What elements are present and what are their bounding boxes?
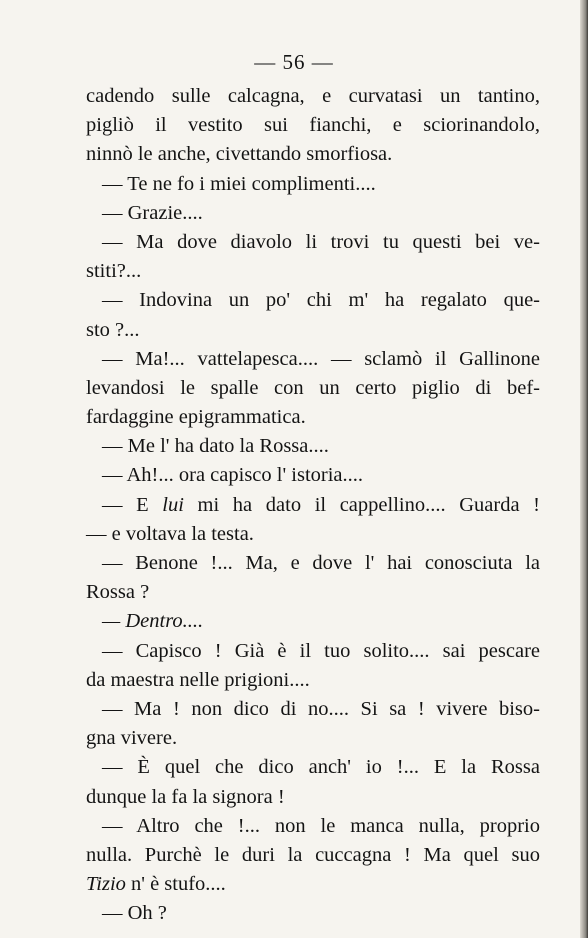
page-edge-shadow (580, 0, 588, 938)
dialogue-line: — Ma dove diavolo li trovi tu questi bei ve- (102, 230, 540, 253)
text-line: ninnò le anche, civettando smorfiosa. (86, 143, 393, 166)
italic-word: Tizio (86, 873, 126, 896)
text-line: da maestra nelle prigioni.... (86, 668, 310, 691)
text-segment: mi ha dato il cappellino.... Guarda ! (183, 493, 540, 516)
text-segment: — E (102, 493, 163, 516)
text-line: pigliò il vestito sui fianchi, e sciorinandolo, (86, 114, 540, 137)
dialogue-line: — Ma ! non dico di no.... Si sa ! vivere biso- (102, 697, 540, 720)
italic-word: — Dentro.... (102, 610, 204, 633)
dialogue-line (86, 607, 540, 636)
text-line: — e voltava la testa. (86, 522, 254, 545)
text-line (86, 870, 540, 899)
dialogue-line: — Oh ? (102, 902, 167, 925)
dialogue-line (86, 491, 540, 520)
text-line: levandosi le spalle con un certo piglio di bef- (86, 376, 540, 399)
text-line: stiti?... (86, 260, 142, 283)
text-line: Rossa ? (86, 581, 150, 604)
dialogue-line: — È quel che dico anch' io !... E la Rossa (102, 756, 540, 779)
text-line: fardaggine epigrammatica. (86, 406, 306, 429)
text-segment: n' è stufo.... (125, 873, 226, 896)
dialogue-line: — Capisco ! Già è il tuo solito.... sai pescare (102, 639, 540, 662)
dialogue-line: — Altro che !... non le manca nulla, proprio (102, 814, 540, 837)
dialogue-line: — Benone !... Ma, e dove l' hai conosciuta la (102, 552, 540, 574)
italic-word: lui (162, 493, 184, 516)
page-body-text (86, 82, 540, 928)
text-line: dunque la fa la signora ! (86, 785, 285, 808)
text-line: nulla. Purchè le duri la cuccagna ! Ma quel suo (86, 843, 540, 866)
dialogue-line: — Ah!... ora capisco l' istoria.... (102, 464, 364, 487)
dialogue-line: — Te ne fo i miei complimenti.... (102, 172, 376, 195)
dialogue-line: — Me l' ha dato la Rossa.... (102, 435, 329, 458)
page-number: — 56 — (254, 50, 334, 74)
text-line: gna vivere. (86, 727, 178, 750)
dialogue-line: — Indovina un po' chi m' ha regalato que- (102, 289, 540, 312)
dialogue-line: — Ma!... vattelapesca.... — sclamò il Gallinone (102, 347, 540, 370)
text-line: sto ?... (86, 318, 140, 341)
dialogue-line: — Grazie.... (102, 201, 203, 224)
text-line: cadendo sulle calcagna, e curvatasi un tantino, (86, 85, 540, 107)
